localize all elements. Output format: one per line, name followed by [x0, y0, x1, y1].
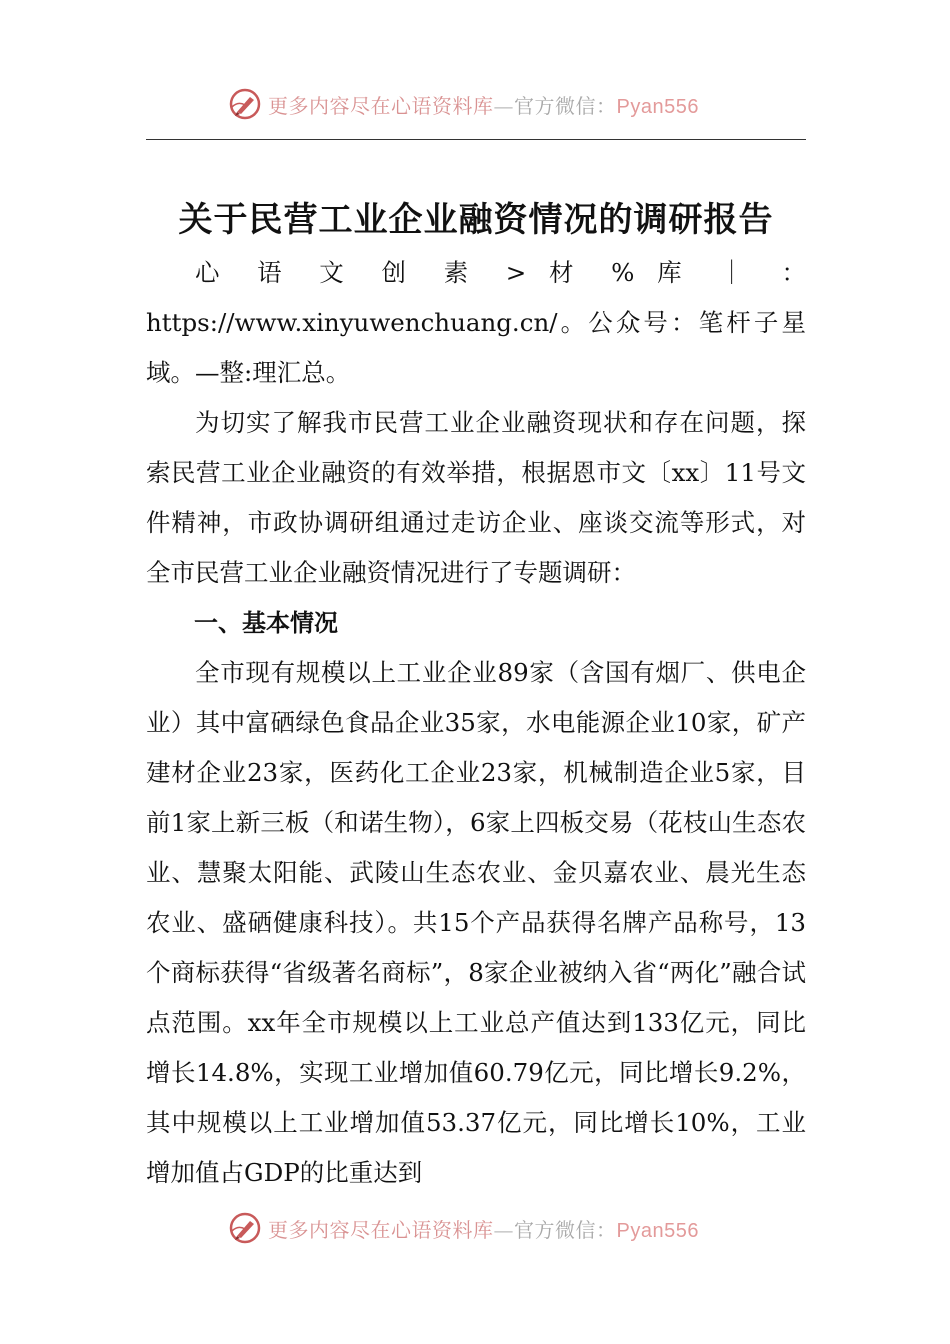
- header-brand-text: 更多内容尽在心语资料库: [268, 93, 494, 118]
- footer-contact-id: Pyan556: [616, 1219, 699, 1242]
- header-dash: —: [493, 93, 514, 118]
- header-contact-label: 官方微信：: [514, 93, 617, 118]
- pen-logo-icon: [228, 1211, 262, 1245]
- footer-contact-label: 官方微信：: [514, 1217, 617, 1242]
- intro-paragraph: 为切实了解我市民营工业企业融资现状和存在问题，探索民营工业企业融资的有效举措，根据恩市文〔xx〕11号文件精神，市政协调研组通过走访企业、座谈交流等形式，对全市民营工业企业融资情况进行了专题调研：: [146, 408, 806, 587]
- section-paragraph-basic: 全市现有规模以上工业企业89家（含国有烟厂、供电企业）其中富硒绿色食品企业35家，水电能源企业10家，矿产建材企业23家，医药化工企业23家，机械制造企业5家，目前1家上新三板（和诺生物），6家上四板交易（花枝山生态农业、慧聚太阳能、武陵山生态农业、金贝嘉农业、晨光生态农业、盛硒健康科技）。共15个产品获得名牌产品称号，13个商标获得“省级著名商标”，8家企业被纳入省“两化”融合试点范围。xx年全市规模以上工业总产值达到133亿元，同比增长14.8%，实现工业增加值60.79亿元，同比增长9.2%，其中规模以上工业增加值53.37亿元，同比增长10%，工业增加值占GDP的比重达到: [146, 658, 806, 1187]
- pen-logo-icon: [228, 87, 262, 121]
- document-title: 关于民营工业企业融资情况的调研报告: [178, 200, 774, 240]
- source-line: 心 语 文 创 素 > 材 % 库 ｜ ： https://www.xinyuwenchuang.cn/。公众号：笔杆子星域。—整:理汇总。: [146, 258, 806, 387]
- footer-dash: —: [493, 1217, 514, 1242]
- header-divider: [146, 139, 806, 140]
- header-banner: [228, 84, 728, 124]
- section-heading-basic: 一、基本情况: [194, 609, 338, 637]
- document-body: [146, 248, 806, 1198]
- footer-banner: [228, 1208, 728, 1248]
- footer-brand-text: 更多内容尽在心语资料库: [268, 1217, 494, 1242]
- header-contact-id: Pyan556: [616, 95, 699, 118]
